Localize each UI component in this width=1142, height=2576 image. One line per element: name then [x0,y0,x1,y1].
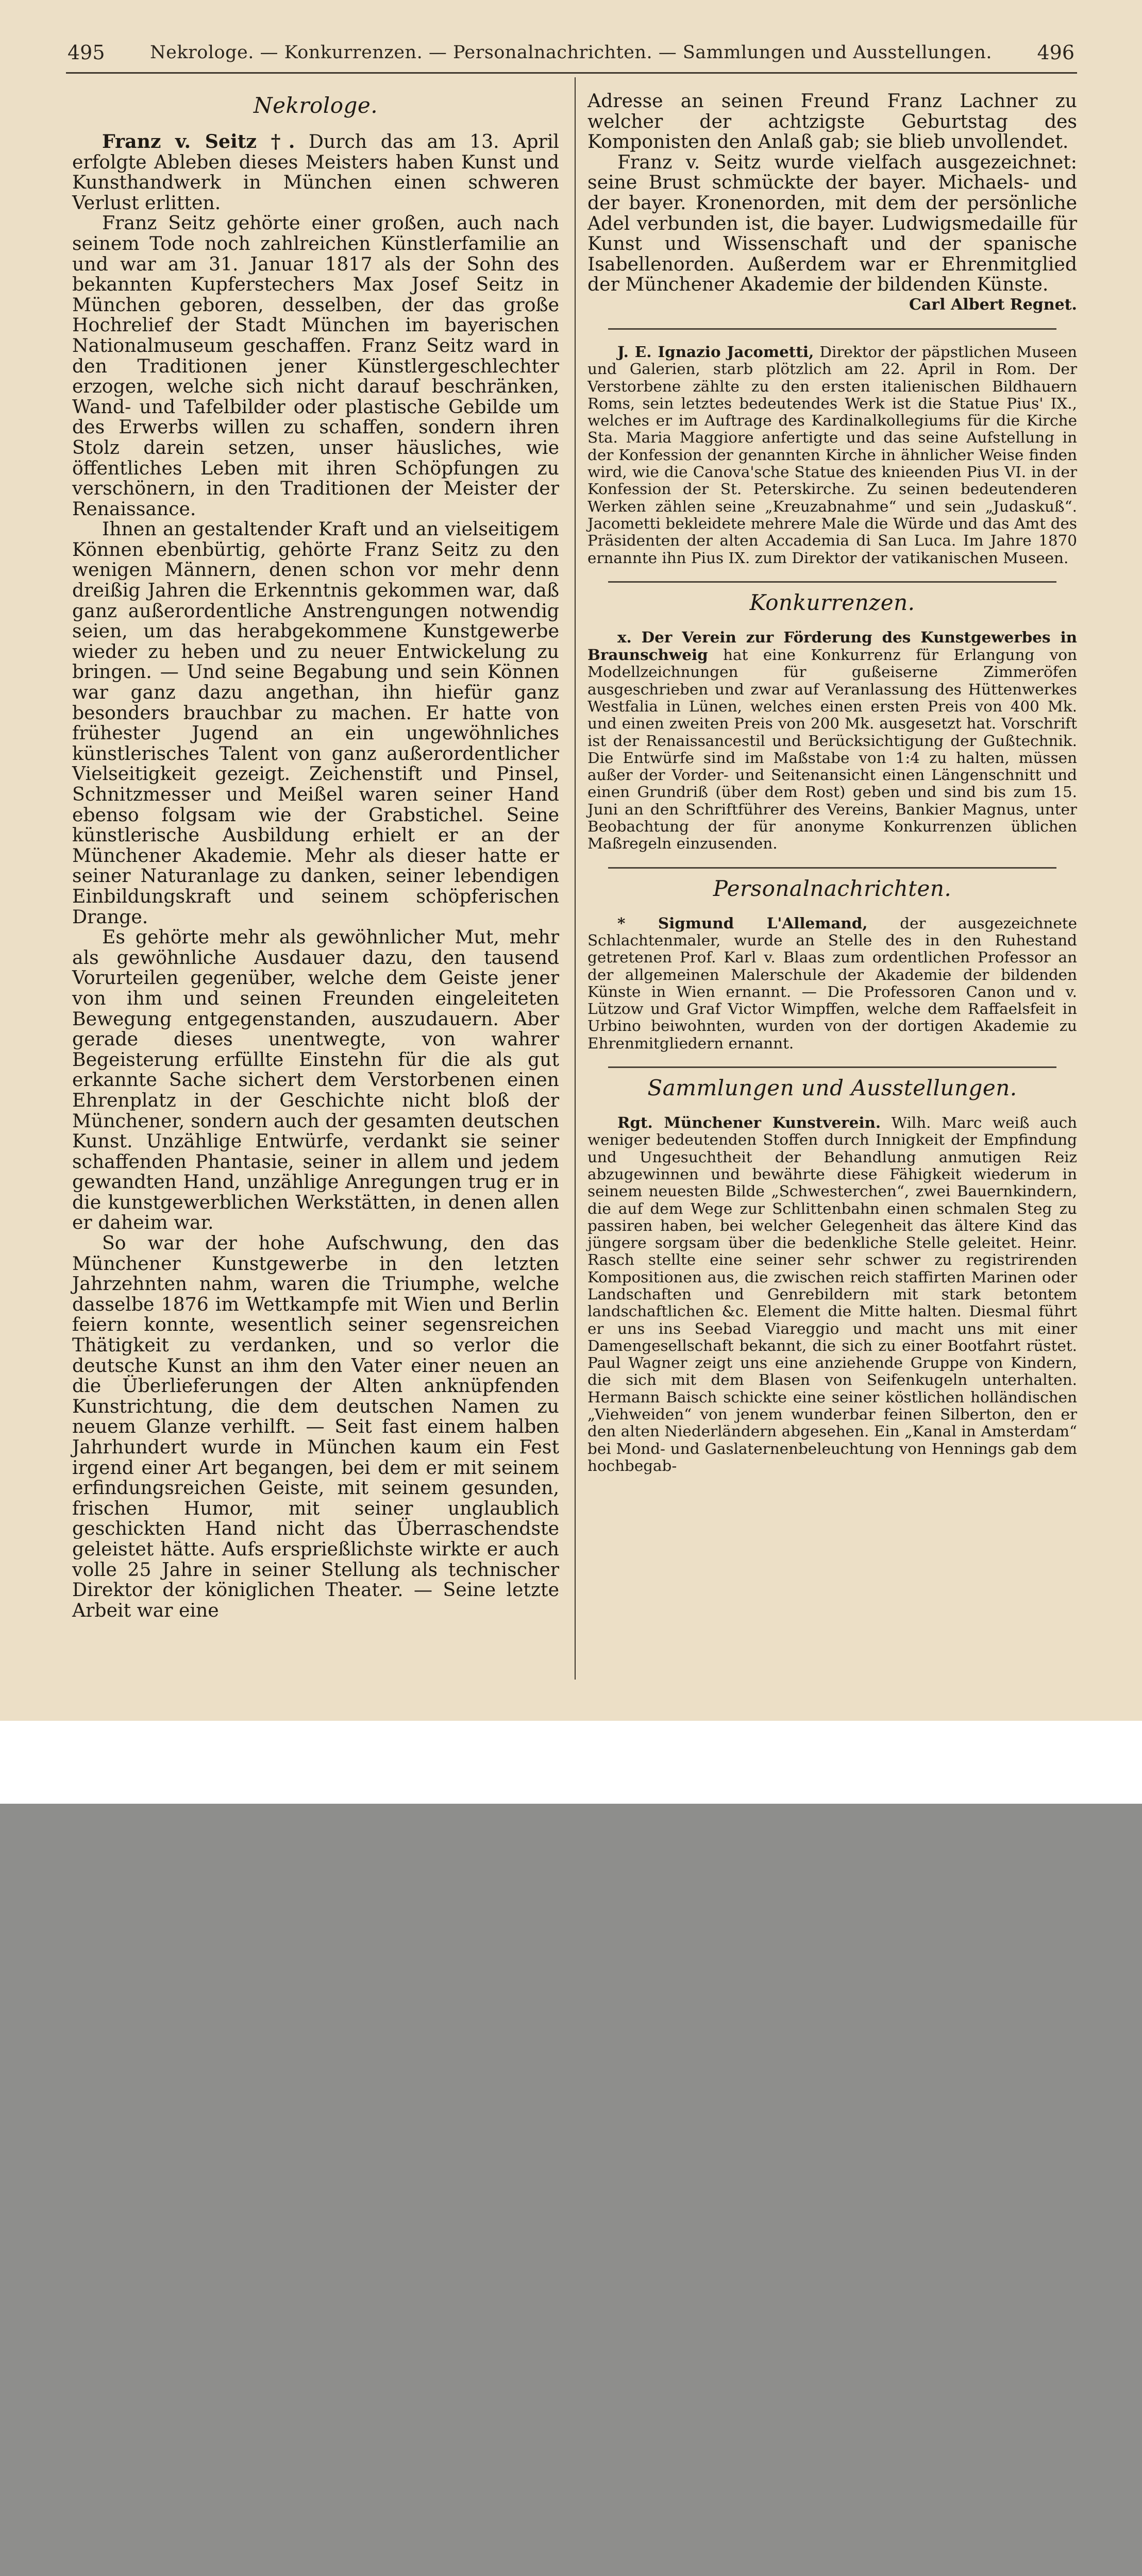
paragraph: Ihnen an gestaltender Kraft und an vielseitigem Können ebenbürtig, gehörte Franz Seitz zu den wenigen Männern, denen schon vor mehr denn dreißig Jahren die Erkenntnis gekommen war, daß ganz außerordentliche Anstrengungen notwendig seien, um das herabgekommene Kunstgewerbe wieder zu heben und zu neuer Entwickelung zu bringen. — Und seine Begabung und sein Können war ganz dazu angethan, ihn hiefür ganz besonders brauchbar zu machen. Er hatte von frühester Jugend an ein ungewöhnliches künstlerisches Talent von ganz außerordentlicher Vielseitigkeit gezeigt. Zeichenstift und Pinsel, Schnitzmesser und Meißel waren seiner Hand ebenso folgsam wie der Grabstichel. Seine künstlerische Ausbildung erhielt er an der Münchener Akademie. Mehr als dieser hatte er seiner Naturanlage zu danken, seiner lebendigen Einbildungskraft und seinem schöpferischen Drange. [72,518,559,928]
page-number-left: 495 [68,41,105,64]
notice-lead: Rgt. Münchener Kunstverein. [617,1113,881,1132]
right-column [587,91,1077,1475]
running-head: Nekrologe. — Konkurrenzen. — Personalnachrichten. — Sammlungen und Ausstellungen. [149,42,992,63]
section-heading-sammlungen: Sammlungen und Ausstellungen. [647,1075,1017,1101]
notice-lead: x. Der Verein zur Förderung des Kunstgewerbes in Braunschweig [587,628,1077,664]
paragraph: Adresse an seinen Freund Franz Lachner zu welcher der achtzigste Geburtstag des Komponisten den Anlaß gab; sie blieb unvollendet. [587,90,1077,153]
left-column [72,91,559,1620]
paragraph [587,1114,1077,1475]
author-signature: Carl Albert Regnet. [909,295,1077,314]
paragraph: Franz v. Seitz wurde vielfach ausgezeichnet: seine Brust schmückte der bayer. Michaels- und der bayer. Kronenorden, mit dem der persönliche Adel verbunden ist, die bayer. Ludwigsmedaille für Kunst und Wissenschaft und der spanische Isabellenorden. Außerdem war er Ehrenmitglied der Münchener Akademie der bildenden Künste. [587,150,1077,296]
paragraph [587,914,1077,1052]
obituary-lead: J. E. Ignazio Jacometti, [617,342,814,361]
obituary-seitz-continued [587,91,1077,295]
paragraph [72,131,559,213]
separator-rule [608,867,1056,869]
header-rule [66,72,1077,74]
paragraph: Es gehörte mehr als gewöhnlicher Mut, mehr als gewöhnliche Ausdauer dazu, den tausend Vorurteilen gegenüber, welche dem Geiste jener von ihm und seinen Freunden eingeleiteten Bewegung entgegenstanden, auszudauern. Aber gerade dieses unentwegte, von wahrer Begeisterung erfüllte Einstehn für die als gut erkannte Sache sichert dem Verstorbenen einen Ehrenplatz in der Geschichte nicht bloß der Münchener, sondern auch der gesamten deutschen Kunst. Unzählige Entwürfe, verdankt sie seiner schaffenden Phantasie, seiner in allem und jedem gewandten Hand, unzählige Anregungen trug er in die kunstgewerblichen Werkstätten, in denen allen er daheim war. [72,926,559,1234]
notice-lead: * Sigmund L'Allemand, [617,913,868,932]
paragraph [587,629,1077,853]
paragraph-text: Durch das am 13. April erfolgte Ableben dieses Meisters haben Kunst und Kunsthandwerk in München einen schweren Verlust erlitten. [72,130,559,214]
page-number-right: 496 [1037,41,1074,64]
paragraph-text: Direktor der päpstlichen Museen und Galerien, starb plötzlich am 22. April in Rom. Der Verstorbene zählte zu den ersten italienischen Bildhauern Roms, sein letztes bedeutendes Werk ist die Statue Pius' IX., welches er im Auftrage des Kardinalkollegiums für die Kirche Sta. Maria Maggiore anfertigte und das seine Aufstellung in der Konfession der genannten Kirche in ähnlicher Weise finden wird, wie die Canova'sche Statue des knieenden Pius VI. in der Konfession der St. Peterskirche. Zu seinen bedeutenderen Werken zählen seine „Kreuzabnahme“ und sein „Judaskuß“. Jacometti bekleidete mehrere Male die Würde und das Amt des Präsidenten der alten Accademia di San Luca. Im Jahre 1870 ernannte ihn Pius IX. zum Direktor der vatikanischen Museen. [587,343,1077,567]
column-divider [575,77,576,1680]
section-heading-nekrologe: Nekrologe. [253,93,378,118]
separator-rule [608,328,1056,330]
paragraph-text: hat eine Konkurrenz für Erlangung von Modellzeichnungen für gußeiserne Zimmeröfen ausgeschrieben und zwar auf Veranlassung des Hüttenwerkes Westfalia in Lünen, welches einen ersten Preis von 400 Mk. und einen zweiten Preis von 200 Mk. ausgesetzt hat. Vorschrift ist der Renaissancestil und Berücksichtigung der Gußtechnik. Die Entwürfe sind im Maßstabe von 1:4 zu halten, müssen außer der Vorder- und Seitenansicht einen Längenschnitt und einen Grundriß (über dem Rost) geben und sind bis zum 15. Juni an den Schriftführer des Vereins, Bankier Magnus, unter Beobachtung der für anonyme Konkurrenzen üblichen Maßregeln einzusenden. [587,646,1077,853]
obituary-seitz [72,131,559,1620]
paragraph-text: der ausgezeichnete Schlachtenmaler, wurde an Stelle des in den Ruhestand getretenen Prof. Karl v. Blaas zum ordentlichen Professor an der allgemeinen Malerschule der Akademie der bildenden Künste in Wien ernannt. — Die Professoren Canon und v. Lützow und Graf Victor Wimpffen, welche dem Raffaelsfeit in Urbino beiwohnten, wurden von der dortigen Akademie zu Ehrenmitgliedern ernannt. [587,914,1077,1052]
competition-notice [587,629,1077,853]
paragraph: So war der hohe Aufschwung, den das Münchener Kunstgewerbe in den letzten Jahrzehnten nahm, waren die Triumphe, welche dasselbe 1876 im Wettkampfe mit Wien und Berlin feiern konnte, wesentlich seiner segensreichen Thätigkeit zu verdanken, und so verlor die deutsche Kunst an ihm den Vater einer neuen an die Überlieferungen der Alten anknüpfenden Kunstrichtung, die dem deutschen Namen zu neuem Glanze verhilft. — Seit fast einem halben Jahrhundert wurde in München kaum ein Fest irgend einer Art begangen, bei dem er mit seinem erfindungsreichen Geiste, mit seinem gesunden, frischen Humor, mit seiner unglaublich geschickten Hand nicht das Überraschendste geleistet hätte. Aufs ersprießlichste wirkte er auch volle 25 Jahre in seiner Stellung als technischer Direktor der königlichen Theater. — Seine letzte Arbeit war eine [72,1232,559,1621]
obituary-lead: Franz v. Seitz †. [102,130,295,152]
personnel-notice [587,914,1077,1052]
paragraph [587,343,1077,567]
separator-rule [608,1066,1056,1068]
paragraph-text: Wilh. Marc weiß auch weniger bedeutenden Stoffen durch Innigkeit der Empfindung und Ungesuchtheit der Behandlung anmutigen Reiz abzugewinnen und bewährte diese Fähigkeit wiederum in seinem neuesten Bilde „Schwesterchen“, zwei Bauernkindern, die auf dem Wege zur Schlittenbahn einen schmalen Steg zu passiren haben, bei welcher Gelegenheit das ältere Kind das jüngere sorgsam über die bedenkliche Stelle geleitet. Heinr. Rasch stellte eine seiner sehr schwer zu registrirenden Kompositionen aus, die zwischen reich staffirten Marinen oder Landschaften und Genrebildern mit stark betontem landschaftlichen &c. Element die Mitte halten. Diesmal führt er uns ins Seebad Viareggio und macht uns mit einer Damengesellschaft bekannt, die sich zu einer Bootfahrt rüstet. Paul Wagner zeigt uns eine anziehende Gruppe von Kindern, die sich mit dem Blasen von Seifenkugeln unterhalten. Hermann Baisch schickte eine seiner köstlichen holländischen „Viehweiden“ von jenem wunderbar feinen Silberton, den er den alten Niederländern abgesehen. Ein „Kanal in Amsterdam“ bei Mond- und Gaslaternenbeleuchtung von Hennings gab dem hochbegab- [587,1114,1077,1475]
exhibition-notice [587,1114,1077,1475]
section-heading-konkurrenzen: Konkurrenzen. [749,589,915,615]
paragraph: Franz Seitz gehörte einer großen, auch nach seinem Tode noch zahlreichen Künstlerfamilie an und war am 31. Januar 1817 als der Sohn des bekannten Kupferstechers Max Josef Seitz in München geboren, desselben, der das große Hochrelief der Stadt München im bayerischen Nationalmuseum geschaffen. Franz Seitz ward in den Traditionen jener Künstlergeschlechter erzogen, welche sich nicht darauf beschränken, Wand- und Tafelbilder oder plastische Gebilde um des Erwerbs willen zu schaffen, sondern ihren Stolz darein setzen, unser häusliches, wie öffentliches Leben mit ihren Schöpfungen zu verschönern, in den Traditionen der Meister der Renaissance. [72,212,559,520]
footer-bar [0,1721,1142,1804]
obituary-jacometti [587,343,1077,567]
separator-rule [608,581,1056,583]
section-heading-personalnachrichten: Personalnachrichten. [713,875,952,901]
